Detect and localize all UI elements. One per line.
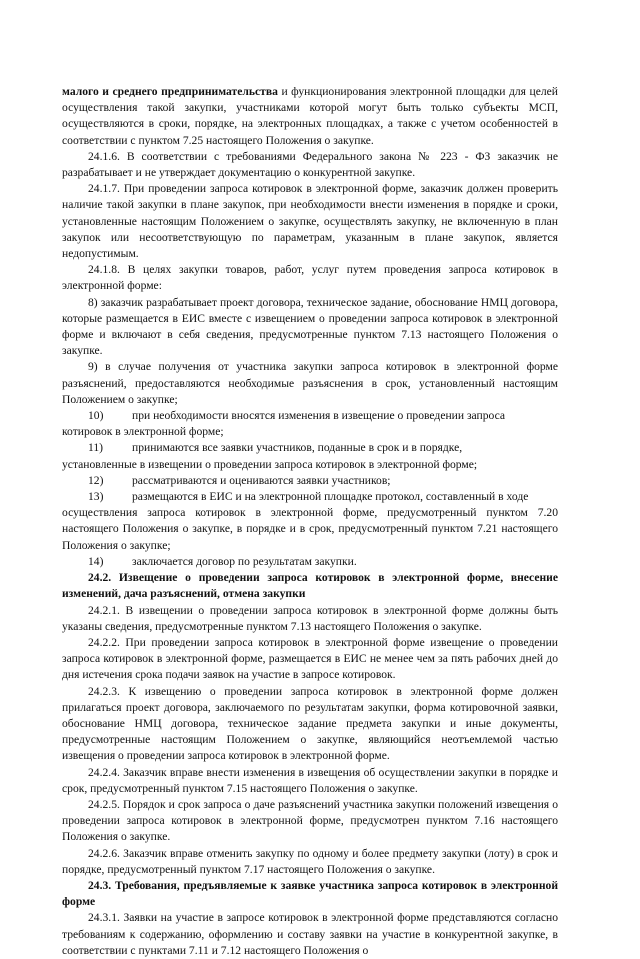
list-number: 14) — [88, 554, 104, 568]
paragraph-24-1-7: 24.1.7. При проведении запроса котировок в электронной форме, заказчик должен проверить наличие такой закупки в плане закупок, при необходимости внести изменения в порядке и сроки, установленные настоящим Положением о закупке, осуществлять закупку, не включенную в план закупок или несоответствующую по параметрам, указанным в плане закупок, является недопустимым. — [62, 182, 558, 261]
list-text: размещаются в ЕИС и на электронной площадке протокол, составленный в ходе — [132, 490, 529, 504]
list-text-continued: котировок в электронной форме; — [62, 425, 224, 439]
paragraph-intro — [62, 84, 558, 149]
list-text: заключается договор по результатам закупки. — [132, 554, 357, 568]
paragraph-24-2-5: 24.2.5. Порядок и срок запроса о даче разъяснений участника закупки положений извещения о проведении запроса котировок в электронной форме, предусмотрен пунктом 7.16 настоящего Положения о закупке. — [62, 797, 558, 844]
list-number: 12) — [88, 473, 104, 487]
list-text: принимаются все заявки участников, поданные в срок и в порядке, — [132, 441, 463, 455]
section-heading-24-3: 24.3. Требования, предъявляемые к заявке участника запроса котировок в электронной форме — [62, 878, 558, 909]
list-item-9: 9) в случае получения от участника закупки запроса котировок в электронной форме разъяснений, предоставляются необходимые разъяснения в срок, установленный настоящим Положением о закупке; — [62, 360, 558, 406]
paragraph-24-2-2: 24.2.2. При проведении запроса котировок в электронной форме извещение о проведении запроса котировок в электронной форме, размещается в ЕИС не менее чем за пять рабочих дней до дня истечения срока подачи заявок на участие в запросе котировок. — [62, 635, 558, 682]
list-text: рассматриваются и оцениваются заявки участников; — [132, 473, 391, 487]
document-page — [62, 84, 558, 959]
list-item-14 — [62, 554, 558, 570]
list-number: 13) — [88, 490, 104, 504]
intro-text: и функционирования электронной площадки для целей осуществления такой закупки, участниками которой могут быть только субъекты МСП, осуществляются в сроки, порядке, на электронных площадках, а также с учетом особенностей в соответствии с пунктом 7.25 настоящего Положения о закупке. — [62, 85, 558, 147]
paragraph-24-3-1: 24.3.1. Заявки на участие в запросе котировок в электронной форме представляются согласно требованиям к содержанию, оформлению и составу заявки на участие в конкурентной закупке, в соответствии с пунктами 7.11 и 7.12 настоящего Положения о — [62, 911, 558, 957]
paragraph-24-2-3: 24.2.3. К извещению о проведении запроса котировок в электронной форме должен прилагаться проект договора, заключаемого по результатам закупки, форма котировочной заявки, обоснование НМЦ договора, техническое задание предмета закупки и иные документы, предусмотренные настоящим Положением о закупке, являющийся неотъемлемой частью извещения о проведении запроса котировок в электронной форме. — [62, 684, 558, 763]
list-item-12 — [62, 473, 558, 489]
paragraph-24-2-1: 24.2.1. В извещении о проведении запроса котировок в электронной форме должны быть указаны сведения, предусмотренные пунктом 7.13 настоящего Положения о закупке. — [62, 603, 558, 633]
paragraph-24-2-6: 24.2.6. Заказчик вправе отменить закупку по одному и более предмету закупки (лоту) в срок и порядке, предусмотренный пунктом 7.17 настоящего Положения о закупке. — [62, 846, 558, 876]
paragraph-24-2-4: 24.2.4. Заказчик вправе внести изменения в извещения об осуществлении закупки в порядке и срок, предусмотренный пунктом 7.15 настоящего Положения о закупке. — [62, 765, 558, 795]
list-item-8: 8) заказчик разрабатывает проект договора, техническое задание, обоснование НМЦ договора, которые размещается в ЕИС вместе с извещением о проведении запроса котировок в электронной форме и включают в себя сведения, предусмотренные пунктом 7.13 настоящего Положения о закупке. — [62, 295, 558, 358]
list-item-11 — [62, 440, 558, 472]
list-text: при необходимости вносятся изменения в извещение о проведении запроса — [132, 409, 506, 423]
list-item-13 — [62, 489, 558, 554]
paragraph-24-1-6: 24.1.6. В соответствии с требованиями Федерального закона № 223 - ФЗ заказчик не разрабатывает и не утверждает документацию о конкурентной закупке. — [62, 149, 558, 180]
list-number: 11) — [88, 441, 104, 455]
list-text-continued: осуществления запроса котировок в электронной форме, предусмотренный пунктом 7.20 настоящего Положения о закупке, в порядке и в срок, предусмотренный пунктом 7.21 настоящего Положения о закупке; — [62, 506, 558, 552]
section-heading-24-2: 24.2. Извещение о проведении запроса котировок в электронной форме, внесение изменений, дача разъяснений, отмена закупки — [62, 571, 558, 601]
list-number: 10) — [88, 409, 104, 423]
list-text-continued: установленные в извещении о проведении запроса котировок в электронной форме; — [62, 457, 478, 471]
paragraph-24-1-8: 24.1.8. В целях закупки товаров, работ, услуг путем проведения запроса котировок в электронной форме: — [62, 263, 558, 293]
intro-bold-text: малого и среднего предпринимательства — [62, 85, 278, 98]
list-item-10 — [62, 408, 558, 440]
